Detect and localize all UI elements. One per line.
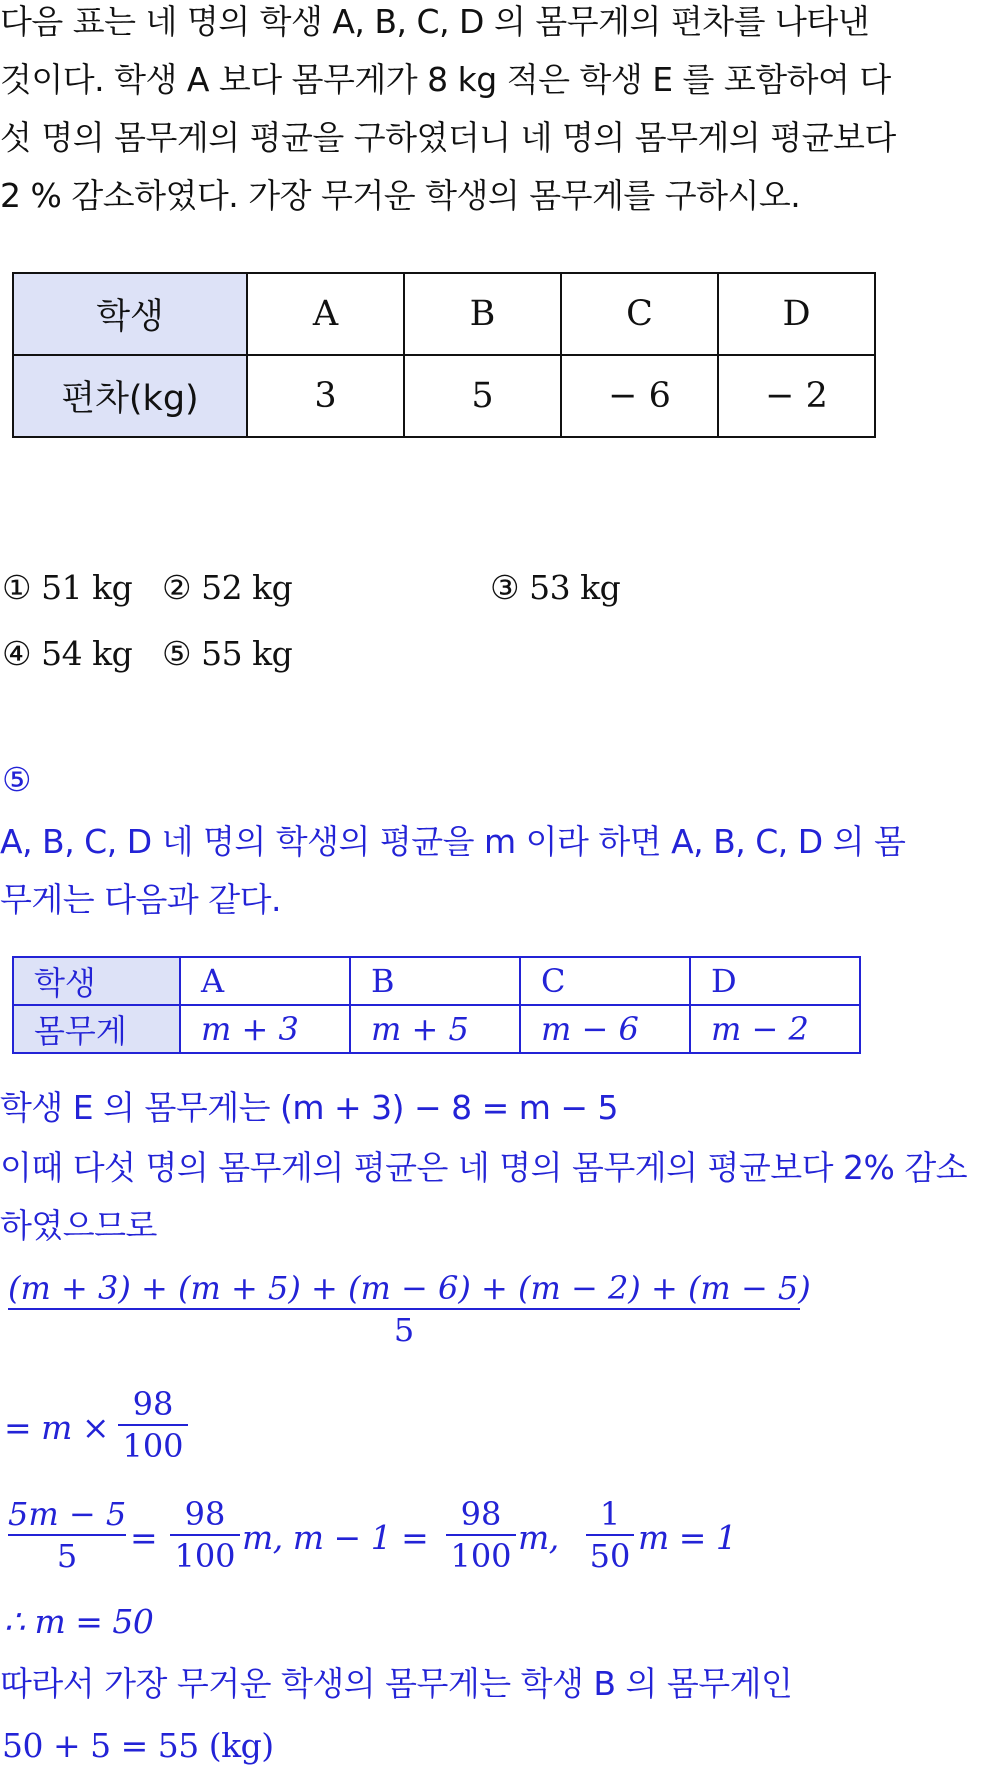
table-cell: C [561, 273, 718, 355]
table-cell: A [247, 273, 404, 355]
choice-3[interactable] [490, 568, 620, 608]
fraction-numerator: 98 [132, 1385, 174, 1423]
table-row [13, 355, 875, 437]
table-header-cell: 편차(kg) [13, 355, 247, 437]
table-cell: m − 6 [520, 1005, 690, 1053]
solution-line-7: 50 + 5 = 55 (kg) [2, 1726, 274, 1765]
fraction-numerator: 1 [599, 1495, 621, 1533]
table-header-cell: 학생 [13, 957, 180, 1005]
table-cell: 3 [247, 355, 404, 437]
eq2-fraction-2 [170, 1494, 240, 1576]
solution-line-5: 하였으므로 [0, 1206, 157, 1245]
problem-line-1: 다음 표는 네 명의 학생 A, B, C, D 의 몸무게의 편차를 나타낸 [0, 2, 870, 41]
table-cell: D [718, 273, 875, 355]
eq1-prefix: = m × [4, 1408, 110, 1447]
fraction-numerator: 5m − 5 [8, 1495, 127, 1533]
table-cell: m + 3 [180, 1005, 350, 1053]
therefore-line: ∴ m = 50 [4, 1602, 154, 1641]
choice-text: 51 kg [41, 568, 133, 607]
eq2-middle: m, m − 1 = [242, 1518, 429, 1557]
solution-answer: ⑤ [2, 760, 32, 799]
solution-line-1: A, B, C, D 네 명의 학생의 평균을 m 이라 하면 A, B, C, D 의 몸 [0, 822, 906, 861]
table-cell: m + 5 [350, 1005, 520, 1053]
solution-line-2: 무게는 다음과 같다. [0, 880, 281, 919]
table-cell: A [180, 957, 350, 1005]
choice-mark: ④ [2, 634, 32, 673]
table-row [13, 273, 875, 355]
fraction-denominator: 5 [393, 1311, 415, 1349]
weight-table [12, 956, 861, 1054]
table-cell: − 6 [561, 355, 718, 437]
choice-4[interactable] [2, 634, 132, 674]
table-cell: m − 2 [690, 1005, 860, 1053]
problem-line-4: 2 % 감소하였다. 가장 무거운 학생의 몸무게를 구하시오. [0, 176, 801, 215]
fraction-numerator: (m + 3) + (m + 5) + (m − 6) + (m − 2) + (m − 5) [8, 1269, 811, 1307]
fraction-denominator: 50 [589, 1537, 631, 1575]
eq2-fraction-1 [8, 1494, 126, 1576]
choice-mark: ① [2, 568, 32, 607]
eq2-middle-2: m, [518, 1518, 559, 1557]
eq1-fraction [118, 1384, 188, 1466]
fraction-numerator: 98 [184, 1495, 226, 1533]
solution-line-4: 이때 다섯 명의 몸무게의 평균은 네 명의 몸무게의 평균보다 2% 감소 [0, 1148, 968, 1187]
choice-2[interactable] [162, 568, 292, 608]
eq2-equals: = [130, 1518, 158, 1557]
eq2-fraction-4 [586, 1494, 634, 1576]
choice-5[interactable] [162, 634, 292, 674]
fraction-denominator: 5 [56, 1537, 78, 1575]
choice-text: 55 kg [201, 634, 293, 673]
solution-line-3: 학생 E 의 몸무게는 (m + 3) − 8 = m − 5 [0, 1088, 619, 1127]
table-row [13, 1005, 860, 1053]
main-fraction [8, 1268, 811, 1350]
table-cell: C [520, 957, 690, 1005]
table-cell: B [404, 273, 561, 355]
choice-1[interactable] [2, 568, 132, 608]
choice-mark: ③ [490, 568, 520, 607]
fraction-denominator: 100 [174, 1537, 236, 1575]
problem-line-3: 섯 명의 몸무게의 평균을 구하였더니 네 명의 몸무게의 평균보다 [0, 118, 896, 157]
eq2-fraction-3 [446, 1494, 516, 1576]
choice-text: 53 kg [529, 568, 621, 607]
solution-line-6: 따라서 가장 무거운 학생의 몸무게는 학생 B 의 몸무게인 [0, 1664, 793, 1703]
fraction-numerator: 98 [460, 1495, 502, 1533]
deviation-table [12, 272, 876, 438]
table-cell: − 2 [718, 355, 875, 437]
choice-text: 52 kg [201, 568, 293, 607]
eq2-end: m = 1 [638, 1518, 737, 1557]
table-cell: D [690, 957, 860, 1005]
table-row [13, 957, 860, 1005]
table-header-cell: 학생 [13, 273, 247, 355]
choice-mark: ⑤ [162, 634, 192, 673]
choice-mark: ② [162, 568, 192, 607]
fraction-denominator: 100 [450, 1537, 512, 1575]
problem-line-2: 것이다. 학생 A 보다 몸무게가 8 kg 적은 학생 E 를 포함하여 다 [0, 60, 891, 99]
table-cell: B [350, 957, 520, 1005]
table-cell: 5 [404, 355, 561, 437]
fraction-denominator: 100 [122, 1427, 184, 1465]
table-header-cell: 몸무게 [13, 1005, 180, 1053]
choice-text: 54 kg [41, 634, 133, 673]
